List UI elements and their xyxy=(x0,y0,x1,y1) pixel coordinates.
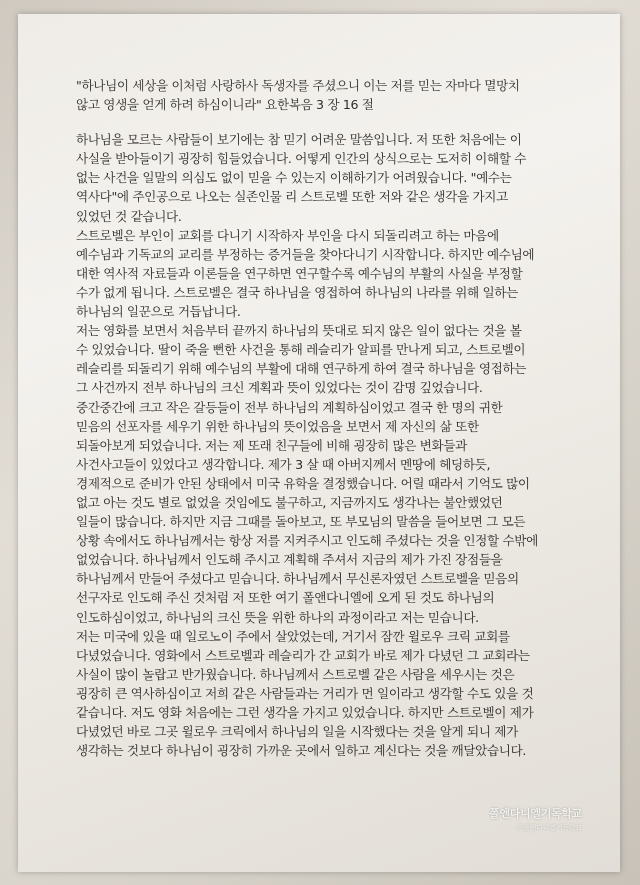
body-line: 스트로벨은 부인이 교회를 다니기 시작하자 부인을 다시 되돌리려고 하는 마음에 xyxy=(76,227,499,243)
body-line: 생각하는 것보다 하나님이 굉장히 가까운 곳에서 일하고 계신다는 것을 깨달았습니다. xyxy=(76,743,527,759)
body-line: 중간중간에 크고 작은 갈등들이 전부 하나님의 계획하심이었고 결국 한 명의 귀한 xyxy=(76,399,503,415)
body-line: 저는 영화를 보면서 처음부터 끝까지 하나님의 뜻대로 되지 않은 일이 없다는 것을 볼 xyxy=(76,323,522,339)
body-line: 경제적으로 준비가 안된 상태에서 미국 유학을 결정했습니다. 어릴 때라서 기억도 많이 xyxy=(76,475,530,491)
body-line: 있었던 것 같습니다. xyxy=(76,208,182,224)
essay-body xyxy=(76,130,604,760)
body-line: 사실이 많이 놀랍고 반가웠습니다. 하나님께서 스트로벨 같은 사람을 세우시는 것은 xyxy=(76,666,515,682)
quote-line: 않고 영생을 얻게 하려 하심이니라" 요한복음 3 장 16 절 xyxy=(76,97,374,113)
body-line: 사실을 받아들이기 굉장히 힘들었습니다. 어떻게 인간의 상식으로는 도저히 이해할 수 xyxy=(76,151,527,167)
body-line: 없고 아는 것도 별로 없었을 것임에도 불구하고, 지금까지도 생각나는 불안했었던 xyxy=(76,494,503,510)
body-line: 되돌아보게 되었습니다. 저는 제 또래 친구들에 비해 굉장히 많은 변화들과 xyxy=(76,437,467,453)
body-line: 선구자로 인도해 주신 것처럼 저 또한 여기 폴앤다니엘에 오게 된 것도 하나님의 xyxy=(76,590,495,606)
body-line: 다녔었습니다. 영화에서 스트로벨과 레슬리가 간 교회가 바로 제가 다녔던 그 교회라는 xyxy=(76,647,530,663)
body-line: 하나님의 일꾼으로 거듭납니다. xyxy=(76,304,241,320)
watermark-title: 폴앤다니엘기독학교 xyxy=(489,807,582,820)
essay-text xyxy=(76,76,604,760)
body-line: 같습니다. 저도 영화 처음에는 그런 생각을 가지고 있었습니다. 하지만 스트로벨이 제가 xyxy=(76,705,534,720)
body-line: 대한 역사적 자료들과 이론들을 연구하면 연구할수록 예수님의 부활의 사실을 부정할 xyxy=(76,265,523,281)
watermark-subtitle: ⓒ폴앤다니엘기독학교 xyxy=(516,824,582,832)
body-line: 일들이 많습니다. 하지만 지금 그때를 돌아보고, 또 부모님의 말씀을 들어보면 그 모든 xyxy=(76,514,526,530)
body-line: 그 사건까지 전부 하나님의 크신 계획과 뜻이 있었다는 것이 감명 깊었습니다. xyxy=(76,380,483,396)
body-line: 굉장히 큰 역사하심이고 저희 같은 사람들과는 거리가 먼 일이라고 생각할 수도 있을 것 xyxy=(76,685,534,701)
body-line: 레슬리를 되돌리기 위해 예수님의 부활에 대해 연구하게 하여 결국 하나님을 영접하는 xyxy=(76,361,527,377)
body-line: 사건사고들이 있었다고 생각합니다. 제가 3 살 때 아버지께서 멘땅에 헤딩하듯, xyxy=(76,456,491,472)
body-line: 하나님께서 만들어 주셨다고 믿습니다. 하나님께서 무신론자였던 스트로벨을 믿음의 xyxy=(76,571,519,587)
spacer xyxy=(76,114,604,130)
body-line: 수 있었습니다. 딸이 죽을 뻔한 사건을 통해 레슬리가 알피를 만나게 되고, 스트로벨이 xyxy=(76,342,526,358)
quote-line: "하나님이 세상을 이처럼 사랑하사 독생자를 주셨으니 이는 저를 믿는 자마다 멸망치 xyxy=(76,78,520,93)
body-line: 상황 속에서도 하나님께서는 항상 저를 지켜주시고 인도해 주셨다는 것을 인정할 수밖에 xyxy=(76,533,538,549)
body-line: 하나님을 모르는 사람들이 보기에는 참 믿기 어려운 말씀입니다. 저 또한 처음에는 이 xyxy=(76,132,522,148)
body-line: 믿음의 선포자를 세우기 위한 하나님의 뜻이었음을 보면서 제 자신의 삶 또한 xyxy=(76,418,479,434)
body-line: 없는 사건을 일말의 의심도 없이 믿을 수 있는지 이해하기가 어려웠습니다. "예수는 xyxy=(76,170,512,186)
bible-quote xyxy=(76,76,604,114)
body-line: 인도하심이었고, 하나님의 크신 뜻을 위한 하나의 과정이라고 저는 믿습니다. xyxy=(76,609,479,625)
body-line: 저는 미국에 있을 때 일로노이 주에서 살았었는데, 거기서 잠깐 윌로우 크릭 교회를 xyxy=(76,628,510,644)
body-line: 예수님과 기독교의 교리를 부정하는 증거들을 찾아다니기 시작합니다. 하지만 예수님에 xyxy=(76,246,535,262)
body-line: 수가 없게 됩니다. 스트로벨은 결국 하나님을 영접하여 하나님의 나라를 위해 일하는 xyxy=(76,284,518,300)
watermark-logo xyxy=(489,805,582,833)
body-line: 역사다"에 주인공으로 나오는 실존인물 리 스트로벨 또한 저와 같은 생각을 가지고 xyxy=(76,189,508,205)
body-line: 다녔었던 바로 그곳 윌로우 크릭에서 하나님의 일을 시작했다는 것을 알게 되니 제가 xyxy=(76,724,518,740)
body-line: 없었습니다. 하나님께서 인도해 주시고 계획해 주셔서 지금의 제가 가진 장점들을 xyxy=(76,552,503,568)
